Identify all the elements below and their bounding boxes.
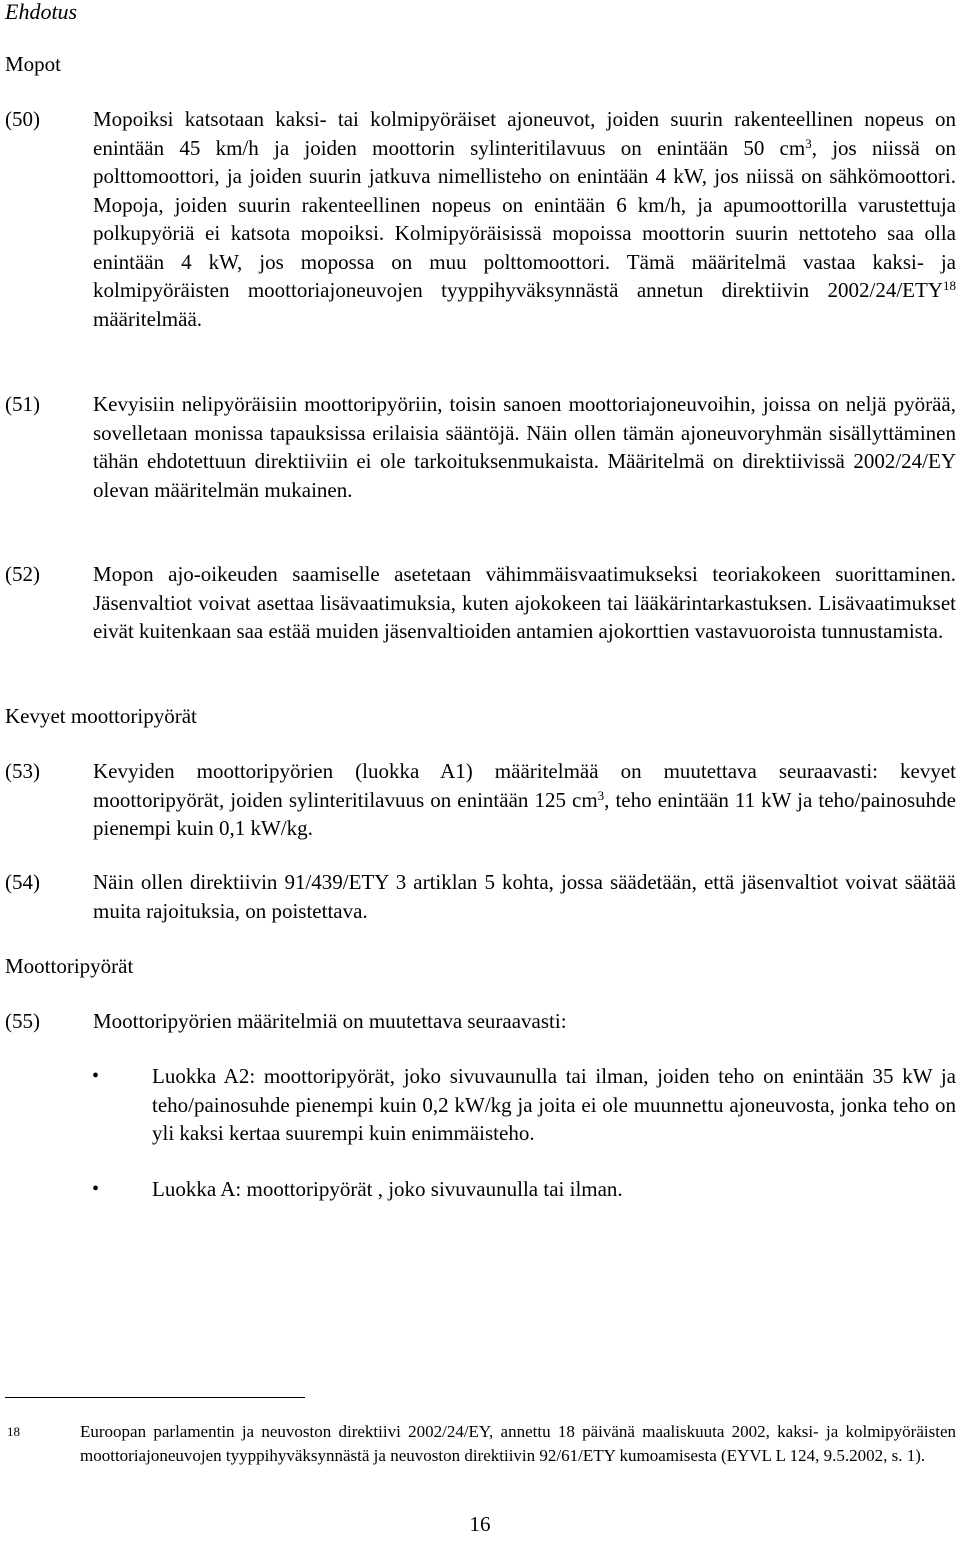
footnote-reference[interactable]: 18 [943,278,956,293]
paragraph-number: (54) [5,870,40,894]
paragraph-text [93,757,956,843]
paragraph-text: Mopon ajo-oikeuden saamiselle asetetaan vähimmäisvaatimukseksi teoriakokeen suorittaminen. Jäsenvaltiot voivat asettaa lisävaatimuksia, kuten ajokokeen tai lääkärintarkastuksen. Lisävaatimukset eivät kuitenkaan saa estää muiden jäsenvaltioiden antamien ajokorttien vastavuoroista tunnustamista. [93,562,956,643]
paragraph-54 [5,868,956,925]
list-item [92,1062,956,1148]
footnote-text: Euroopan parlamentin ja neuvoston direktiivi 2002/24/EY, annettu 18 päivänä maaliskuuta 2002, kaksi- ja kolmipyöräisten moottoriajoneuvojen tyyppihyväksynnästä ja neuvoston direktiivin 92/61/ETY kumoamisesta (EYVL L 124, 9.5.2002, s. 1). [80,1422,956,1465]
paragraph-number: (55) [5,1009,40,1033]
page-number: 16 [469,1512,491,1536]
footnote-divider [5,1397,305,1398]
paragraph-text: Moottoripyörien määritelmiä on muutettava seuraavasti: [93,1009,567,1033]
bullet-icon: • [92,1177,100,1200]
superscript: 3 [597,787,605,803]
section-heading-mopot: Mopot [5,52,62,76]
paragraph-number: (51) [5,392,40,416]
paragraph-text: Näin ollen direktiivin 91/439/ETY 3 artiklan 5 kohta, jossa säädetään, että jäsenvaltiot voivat säätää muita rajoituksia, on poistettava. [93,870,956,923]
text-part: Mopoiksi katsotaan kaksi- tai kolmipyöräiset ajoneuvot, joiden suurin rakenteellinen nopeus on enintään 45 km/h ja joiden moottorin sylinteritilavuus on enintään 50 cm [93,107,956,160]
text-part: määritelmää. [93,306,203,331]
list-item-text: Luokka A2: moottoripyörät, joko sivuvaunulla tai ilman, joiden teho on enintään 35 kW ja teho/painosuhde pienempi kuin 0,2 kW/kg ja joita ei ole muunnettu ajoneuvosta, jonka teho on yli kaksi kertaa suurempi kuin enimmäisteho. [152,1064,956,1145]
footnote-marker: 18 [7,1424,20,1439]
text-part: , jos niissä on polttomoottori, ja joiden suurin jatkuva nimellisteho on enintään 4 kW, jos niissä on sähkömoottori. Mopoja, joiden suurin rakenteellinen nopeus on enintään 6 km/h, ja apumoottorilla varustettuja polkupyöriä ei katsota mopoiksi. Kolmipyöräisissä mopoissa moottorin suurin nettoteho saa olla enintään 4 kW, jos mopossa on muu polttomoottori. Tämä määritelmä vastaa kaksi- ja kolmipyöräisten moottoriajoneuvojen tyyppihyväksynnästä annetun direktiivin 2002/24/ETY [93,135,957,302]
section-heading-kevyet-moottoripyorat: Kevyet moottoripyörät [5,704,197,728]
paragraph-number: (53) [5,759,40,783]
document-label: Ehdotus [5,0,78,24]
paragraph-text [93,105,956,333]
bullet-icon: • [92,1065,100,1087]
paragraph-53 [5,757,956,843]
definition-list [92,1062,956,1230]
text-part: , teho enintään 11 kW ja teho/painosuhde pienempi kuin 0,1 kW/kg. [93,787,957,840]
section-heading-moottoripyorat: Moottoripyörät [5,954,134,978]
paragraph-51 [5,390,956,504]
paragraph-number: (52) [5,562,40,586]
paragraph-number: (50) [5,107,40,131]
text-part: Kevyiden moottoripyörien (luokka A1) määritelmää on muutettava seuraavasti: kevyet moottoripyörät, joiden sylinteritilavuus on enintään 125 cm [93,759,956,812]
superscript: 3 [805,135,812,151]
list-item [92,1175,956,1204]
paragraph-55 [5,1007,956,1036]
paragraph-52 [5,560,956,646]
paragraph-50 [5,105,956,333]
list-item-text: Luokka A: moottoripyörät , joko sivuvaunulla tai ilman. [152,1176,623,1201]
paragraph-text: Kevyisiin nelipyöräisiin moottoripyöriin, toisin sanoen moottoriajoneuvoihin, joissa on neljä pyörää, sovelletaan monissa tapauksissa erilaisia sääntöjä. Näin ollen tämän ajoneuvoryhmän sisällyttäminen tähän ehdotettuun direktiiviin ei ole tarkoituksenmukaista. Määritelmä on direktiivissä 2002/24/EY olevan määritelmän mukainen. [93,392,956,502]
